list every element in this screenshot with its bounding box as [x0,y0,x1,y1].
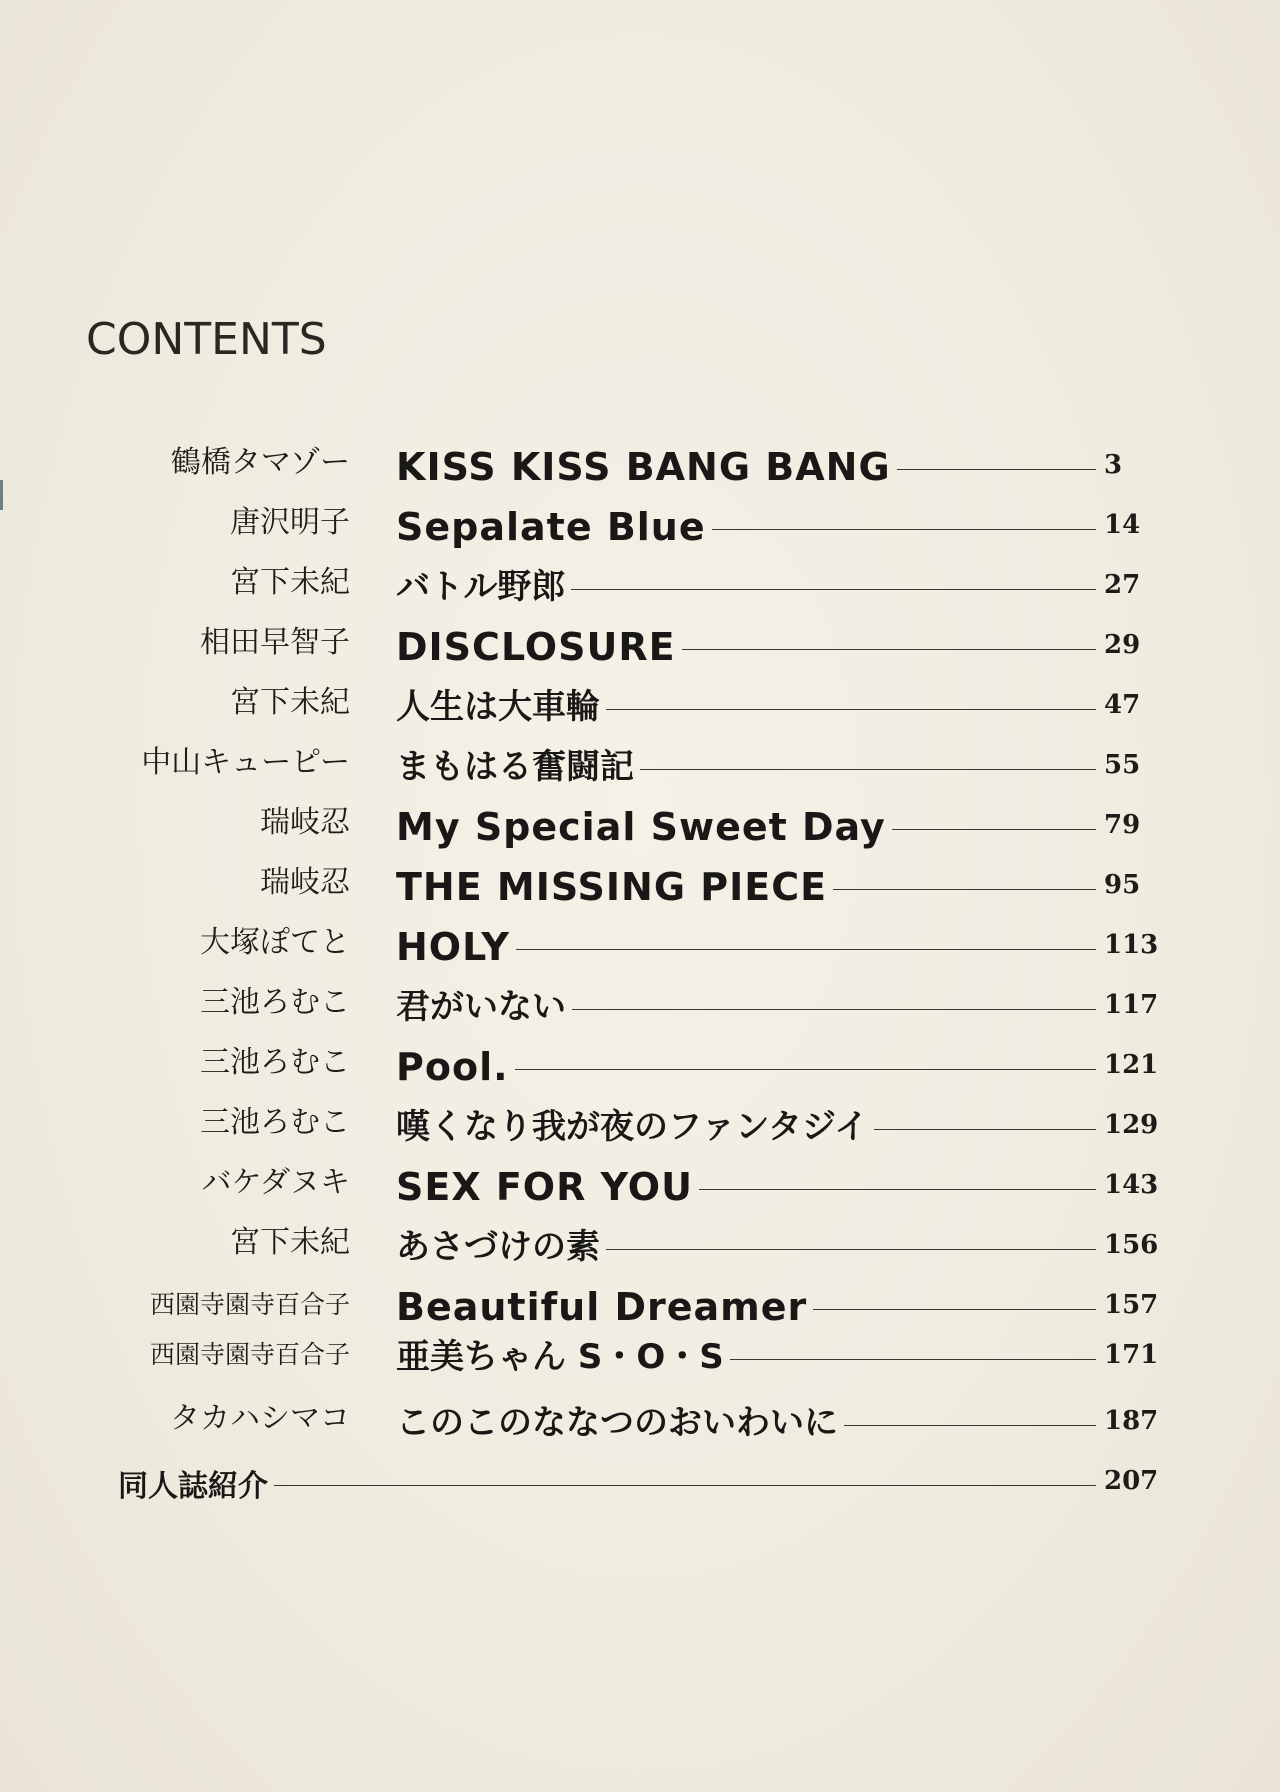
entry-author: 唐沢明子 [230,505,350,540]
entry-author: 西園寺園寺百合子 [149,1290,350,1319]
entry-title-line [396,982,1100,1032]
leader-line [571,589,1096,590]
entry-title: HOLY [396,925,510,969]
toc-entry[interactable] [0,562,1280,612]
entry-author: タカハシマコ [170,1401,350,1436]
entry-page-number: 47 [1104,690,1141,720]
entry-title-line [396,502,1100,552]
entry-title: SEX FOR YOU [396,1165,693,1209]
leader-line [274,1485,1096,1486]
entry-page-number: 95 [1104,870,1141,900]
leader-line [640,769,1096,770]
entry-title-line [396,1042,1100,1092]
entry-page-number: 113 [1104,930,1159,960]
entry-author: 西園寺園寺百合子 [149,1340,350,1369]
entry-title-line [396,622,1100,672]
contents-heading: CONTENTS [86,314,327,365]
entry-title-line [396,1102,1100,1152]
entry-author: 瑞岐忍 [260,805,350,840]
closing-title-line [118,1458,1100,1508]
closing-page-number: 207 [1104,1466,1159,1496]
leader-line [606,709,1096,710]
entry-author: 中山キューピー [141,745,350,780]
entry-title-line [396,1282,1100,1332]
toc-entry[interactable] [0,1162,1280,1212]
entry-page-number: 143 [1104,1170,1159,1200]
entry-title: My Special Sweet Day [396,805,886,849]
toc-entry[interactable] [0,802,1280,852]
closing-label: 同人誌紹介 [118,1469,268,1504]
entry-title-line [396,562,1100,612]
leader-line [813,1309,1096,1310]
entry-title: 人生は大車輪 [396,687,600,727]
toc-entry[interactable] [0,1222,1280,1272]
entry-page-number: 117 [1104,990,1159,1020]
entry-title-line [396,922,1100,972]
leader-line [712,529,1096,530]
toc-entry[interactable] [0,862,1280,912]
entry-author: 鶴橋タマゾー [170,445,350,480]
entry-title-line [396,862,1100,912]
entry-author: 三池ろむこ [200,1105,350,1140]
entry-page-number: 3 [1104,450,1123,480]
entry-author: 宮下未紀 [230,565,350,600]
entry-title: Sepalate Blue [396,505,706,549]
entry-title-line [396,682,1100,732]
toc-entry[interactable] [0,1398,1280,1448]
toc-entry[interactable] [0,742,1280,792]
leader-line [606,1249,1096,1250]
entry-title-line [396,802,1100,852]
toc-entry[interactable] [0,982,1280,1032]
entry-title: 嘆くなり我が夜のファンタジイ [396,1107,869,1147]
entry-title: 君がいない [396,987,566,1027]
leader-line [874,1129,1096,1130]
leader-line [682,649,1096,650]
entry-title-line [396,1398,1100,1448]
leader-line [897,469,1096,470]
entry-title: あさづけの素 [396,1227,600,1267]
entry-page-number: 29 [1104,630,1141,660]
entry-title: DISCLOSURE [396,625,676,669]
entry-title: KISS KISS BANG BANG [396,445,891,489]
leader-line [572,1009,1096,1010]
entry-title: Beautiful Dreamer [396,1285,808,1329]
entry-page-number: 55 [1104,750,1141,780]
leader-line [699,1189,1096,1190]
entry-title: Pool. [396,1045,509,1089]
entry-title-line [396,1222,1100,1272]
toc-entry[interactable] [0,922,1280,972]
toc-entry[interactable] [0,1102,1280,1152]
entry-page-number: 129 [1104,1110,1159,1140]
entry-title: バトル野郎 [396,567,566,607]
entry-author: 瑞岐忍 [260,865,350,900]
leader-line [892,829,1096,830]
leader-line [844,1425,1096,1426]
entry-title-line [396,442,1100,492]
entry-title-line [396,742,1100,792]
entry-title-line [396,1332,1100,1382]
entry-author: バケダヌキ [201,1165,350,1200]
entry-title: このこのななつのおいわいに [396,1403,838,1443]
leader-line [515,1069,1096,1070]
entry-author: 宮下未紀 [230,1225,350,1260]
leader-line [730,1359,1096,1360]
toc-entry[interactable] [0,622,1280,672]
entry-page-number: 14 [1104,510,1141,540]
toc-entry[interactable] [0,442,1280,492]
entry-page-number: 157 [1104,1290,1159,1320]
toc-entry[interactable] [0,1282,1280,1332]
entry-title: THE MISSING PIECE [396,865,828,909]
toc-entry[interactable] [0,682,1280,732]
entry-author: 三池ろむこ [200,1045,350,1080]
entry-author: 相田早智子 [200,625,350,660]
entry-title: まもはる奮闘記 [396,747,634,787]
leader-line [833,889,1096,890]
entry-author: 三池ろむこ [200,985,350,1020]
entry-author: 大塚ぽてと [200,925,350,960]
entry-page-number: 171 [1104,1340,1159,1370]
toc-entry[interactable] [0,1042,1280,1092]
toc-closing-entry[interactable] [0,1458,1280,1508]
entry-title-line [396,1162,1100,1212]
leader-line [516,949,1096,950]
toc-entry[interactable] [0,502,1280,552]
toc-entry[interactable] [0,1332,1280,1382]
entry-title: 亜美ちゃん S・O・S [396,1337,724,1377]
entry-author: 宮下未紀 [230,685,350,720]
entry-page-number: 79 [1104,810,1141,840]
entry-page-number: 121 [1104,1050,1159,1080]
entry-page-number: 27 [1104,570,1141,600]
entry-page-number: 156 [1104,1230,1159,1260]
entry-page-number: 187 [1104,1406,1159,1436]
